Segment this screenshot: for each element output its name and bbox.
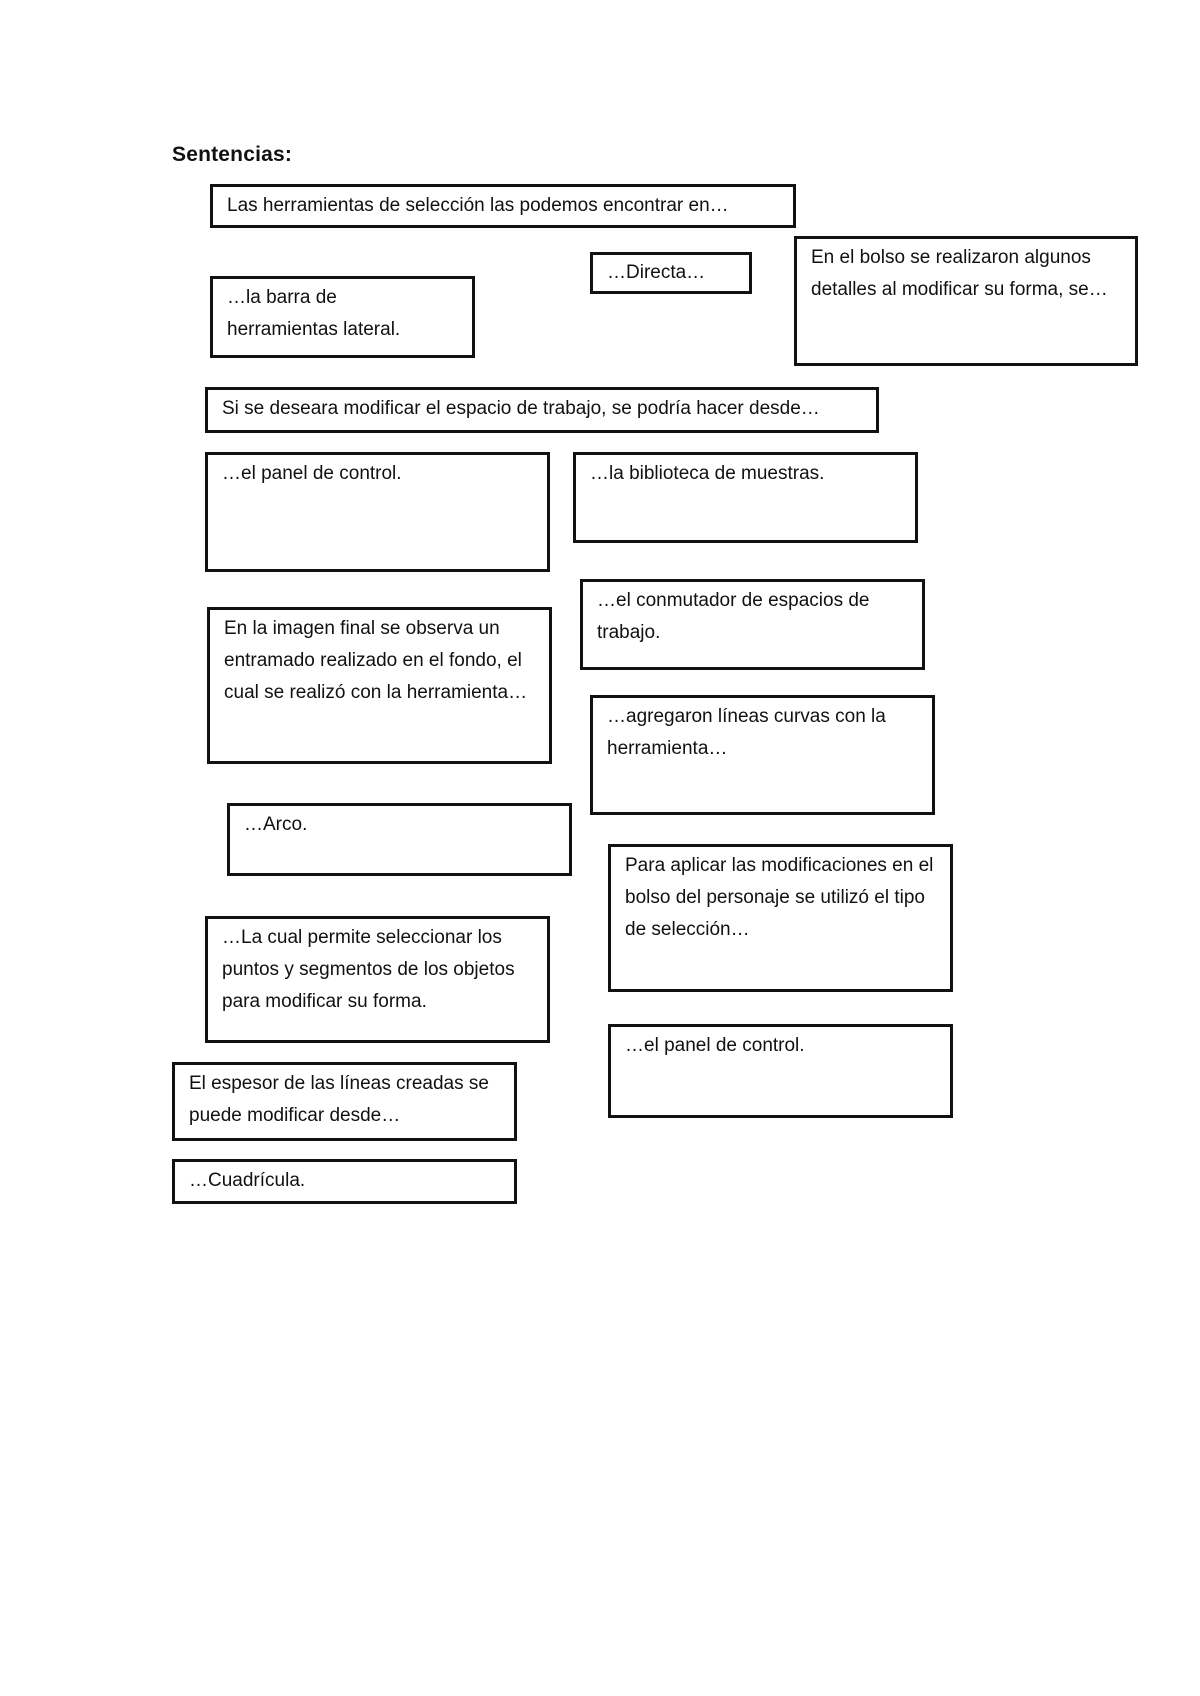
sentence-box-line-thickness: El espesor de las líneas creadas se puede modificar desde…	[172, 1062, 517, 1141]
sentence-box-grid: …Cuadrícula.	[172, 1159, 517, 1204]
sentence-box-points-segments: …La cual permite seleccionar los puntos y segmentos de los objetos para modificar su forma.	[205, 916, 550, 1043]
sentence-box-control-panel-1: …el panel de control.	[205, 452, 550, 572]
sentence-box-curved-lines: …agregaron líneas curvas con la herramienta…	[590, 695, 935, 815]
sentence-box-workspace-modify: Si se deseara modificar el espacio de trabajo, se podría hacer desde…	[205, 387, 879, 433]
sentence-box-selection-tools-location: Las herramientas de selección las podemos encontrar en…	[210, 184, 796, 228]
sentence-box-bag-details: En el bolso se realizaron algunos detalles al modificar su forma, se…	[794, 236, 1138, 366]
sentence-box-control-panel-2: …el panel de control.	[608, 1024, 953, 1118]
sentence-box-direct: …Directa…	[590, 252, 752, 294]
sentence-box-lateral-toolbar: …la barra de herramientas lateral.	[210, 276, 475, 358]
page-heading: Sentencias:	[172, 143, 293, 166]
sentence-box-workspace-switcher: …el conmutador de espacios de trabajo.	[580, 579, 925, 670]
sentence-box-arc: …Arco.	[227, 803, 572, 876]
sentence-box-swatch-library: …la biblioteca de muestras.	[573, 452, 918, 543]
sentence-box-background-mesh: En la imagen final se observa un entramado realizado en el fondo, el cual se realizó con la herramienta…	[207, 607, 552, 764]
sentence-box-selection-type: Para aplicar las modificaciones en el bolso del personaje se utilizó el tipo de selección…	[608, 844, 953, 992]
